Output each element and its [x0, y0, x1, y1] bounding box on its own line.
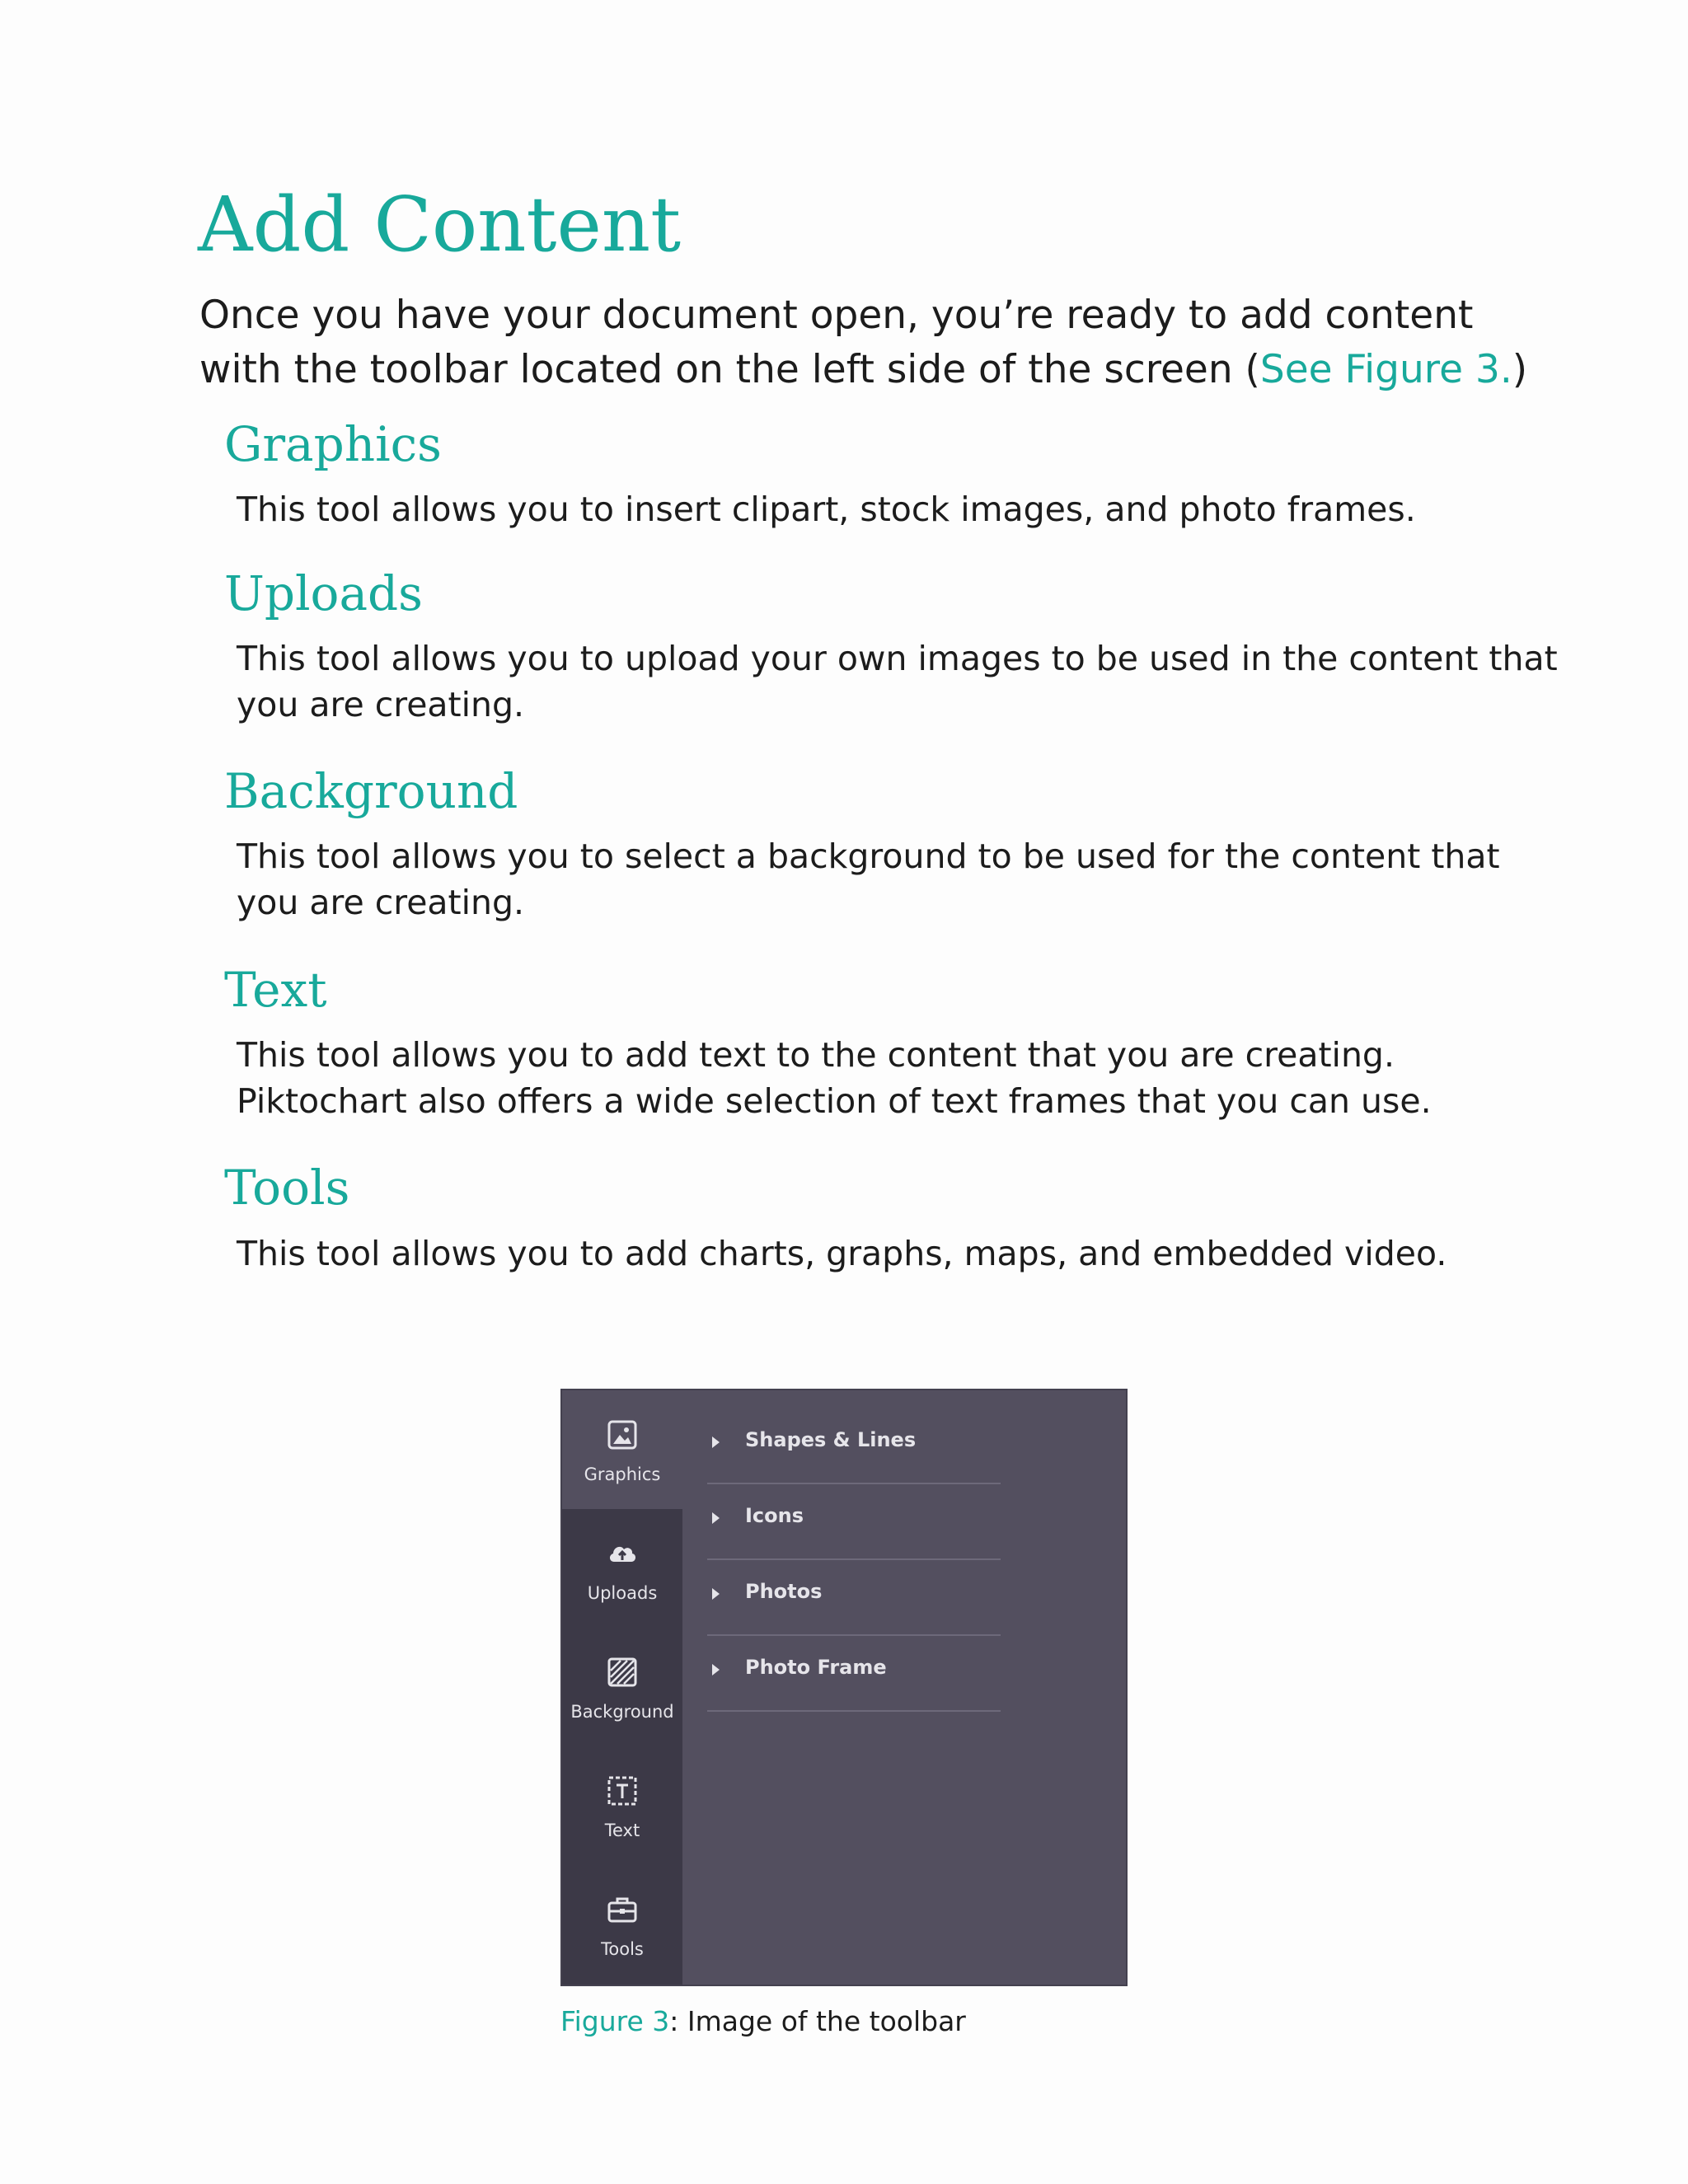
rail-item-graphics[interactable]	[562, 1390, 682, 1509]
menu-item-icons[interactable]	[707, 1484, 1001, 1560]
toolbar-screenshot	[560, 1389, 1128, 1986]
figure-caption-text: : Image of the toolbar	[669, 2005, 966, 2037]
intro-closing: )	[1512, 347, 1528, 392]
section-body-tools: This tool allows you to add charts, graphs, maps, and embedded video.	[237, 1234, 1447, 1273]
intro-paragraph	[199, 288, 1568, 397]
figure-reference-link[interactable]: See Figure 3.	[1259, 347, 1512, 392]
section-heading-tools: Tools	[224, 1160, 350, 1216]
rail-label: Graphics	[584, 1465, 661, 1484]
section-heading-text: Text	[224, 962, 327, 1018]
rail-item-background[interactable]	[562, 1628, 682, 1746]
page-title: Add Content	[198, 180, 682, 269]
figure-label: Figure 3	[560, 2005, 670, 2037]
tool-rail	[562, 1390, 682, 1985]
hatch-pattern-icon	[606, 1656, 639, 1689]
rail-item-uploads[interactable]	[562, 1509, 682, 1628]
figure-caption	[560, 2005, 966, 2037]
toolbox-icon	[606, 1893, 639, 1926]
section-body-text: This tool allows you to add text to the content that you are creating. Piktochart also offers a wide selection of text frames that you can use.	[237, 1035, 1432, 1121]
rail-label: Text	[604, 1821, 640, 1840]
menu-item-label: Shapes & Lines	[745, 1428, 917, 1451]
caret-right-icon	[712, 1588, 720, 1600]
rail-label: Uploads	[587, 1583, 658, 1603]
section-body-graphics: This tool allows you to insert clipart, stock images, and photo frames.	[237, 490, 1416, 529]
menu-item-label: Photo Frame	[745, 1656, 887, 1679]
menu-item-photos[interactable]	[707, 1560, 1001, 1636]
section-heading-background: Background	[224, 763, 518, 819]
caret-right-icon	[712, 1436, 720, 1448]
caret-right-icon	[712, 1664, 720, 1675]
section-body-uploads: This tool allows you to upload your own images to be used in the content that you are creating.	[237, 639, 1558, 724]
menu-item-label: Icons	[745, 1504, 804, 1527]
intro-text: Once you have your document open, you’re ready to add content with the toolbar located on the left side of the screen (	[199, 293, 1474, 392]
menu-item-photo-frame[interactable]	[707, 1636, 1001, 1712]
text-frame-icon	[606, 1774, 639, 1807]
cloud-upload-icon	[606, 1537, 639, 1570]
rail-label: Tools	[601, 1939, 644, 1959]
section-heading-graphics: Graphics	[224, 416, 442, 472]
image-icon	[606, 1418, 639, 1451]
rail-item-text[interactable]	[562, 1746, 682, 1865]
caret-right-icon	[712, 1512, 720, 1524]
menu-item-label: Photos	[745, 1580, 823, 1603]
section-heading-uploads: Uploads	[224, 565, 423, 621]
rail-item-tools[interactable]	[562, 1865, 682, 1984]
rail-label: Background	[570, 1702, 674, 1722]
menu-item-shapes-lines[interactable]	[707, 1408, 1001, 1484]
section-body-background: This tool allows you to select a background to be used for the content that you are creating.	[237, 837, 1500, 922]
